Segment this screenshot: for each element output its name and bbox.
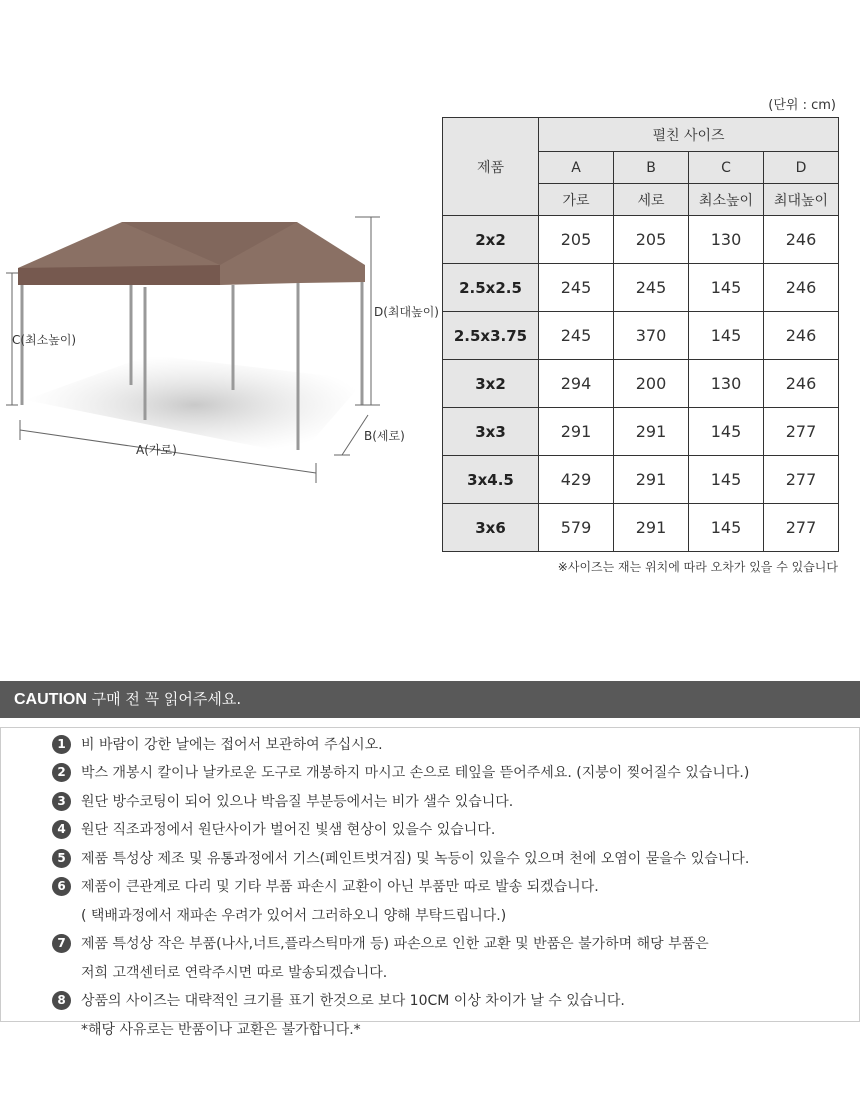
caution-text: 제품 특성상 제조 및 유통과정에서 기스(페인트벗겨짐) 및 녹등이 있을수 있으며 천에 오염이 묻을수 있습니다. [81, 851, 750, 867]
number-badge-icon: 1 [52, 735, 71, 754]
col-letter: D [764, 152, 839, 184]
caution-text: 제품 특성상 작은 부품(나사,너트,플라스틱마개 등) 파손으로 인한 교환 및 반품은 불가하며 해당 부품은 [81, 936, 709, 952]
product-cell: 3x6 [443, 504, 539, 552]
value-cell: 145 [689, 504, 764, 552]
value-cell: 205 [614, 216, 689, 264]
canopy-valance-front [18, 265, 220, 285]
col-name: 가로 [539, 184, 614, 216]
value-cell: 277 [764, 504, 839, 552]
number-badge-icon: 4 [52, 820, 71, 839]
number-badge-icon: 8 [52, 991, 71, 1010]
col-letter: C [689, 152, 764, 184]
caution-item [52, 762, 749, 782]
value-cell: 246 [764, 216, 839, 264]
unit-label: (단위 : cm) [768, 98, 836, 113]
caution-item [52, 734, 383, 754]
caution-title-en: CAUTION [14, 691, 87, 708]
table-row [443, 408, 839, 456]
canopy-valance-side [220, 265, 365, 285]
value-cell: 246 [764, 264, 839, 312]
number-badge-icon: 7 [52, 934, 71, 953]
table-row [443, 264, 839, 312]
value-cell: 205 [539, 216, 614, 264]
caution-item [52, 819, 495, 839]
product-cell: 2x2 [443, 216, 539, 264]
caution-item [52, 848, 749, 868]
product-cell: 2.5x2.5 [443, 264, 539, 312]
value-cell: 429 [539, 456, 614, 504]
number-badge-icon: 5 [52, 849, 71, 868]
caution-footnote: *해당 사유로는 반품이나 교환은 불가합니다.* [81, 1022, 361, 1038]
product-cell: 3x2 [443, 360, 539, 408]
value-cell: 245 [614, 264, 689, 312]
col-name: 최대높이 [764, 184, 839, 216]
tent-diagram [0, 205, 440, 495]
value-cell: 294 [539, 360, 614, 408]
table-row [443, 360, 839, 408]
value-cell: 145 [689, 408, 764, 456]
caution-text: 상품의 사이즈는 대략적인 크기를 표기 한것으로 보다 10CM 이상 차이가 날 수 있습니다. [81, 993, 625, 1009]
table-row [443, 504, 839, 552]
value-cell: 145 [689, 264, 764, 312]
caution-header [0, 681, 860, 718]
value-cell: 579 [539, 504, 614, 552]
value-cell: 291 [614, 504, 689, 552]
value-cell: 145 [689, 456, 764, 504]
value-cell: 130 [689, 216, 764, 264]
size-table [442, 117, 839, 552]
label-c: C(최소높이) [12, 333, 77, 347]
table-row [443, 312, 839, 360]
value-cell: 291 [614, 408, 689, 456]
value-cell: 200 [614, 360, 689, 408]
caution-text: 제품이 큰관계로 다리 및 기타 부품 파손시 교환이 아닌 부품만 따로 발송 되겠습니다. [81, 879, 599, 895]
label-a: A(가로) [136, 443, 177, 457]
label-b: B(세로) [364, 429, 405, 443]
value-cell: 145 [689, 312, 764, 360]
caution-text: 원단 직조과정에서 원단사이가 벌어진 빛샘 현상이 있을수 있습니다. [81, 822, 496, 838]
value-cell: 370 [614, 312, 689, 360]
caution-item [52, 990, 625, 1010]
number-badge-icon: 6 [52, 877, 71, 896]
product-cell: 3x4.5 [443, 456, 539, 504]
value-cell: 291 [539, 408, 614, 456]
product-cell: 3x3 [443, 408, 539, 456]
value-cell: 277 [764, 408, 839, 456]
value-cell: 246 [764, 312, 839, 360]
value-cell: 291 [614, 456, 689, 504]
col-letter: B [614, 152, 689, 184]
caution-text-cont: ( 택배과정에서 재파손 우려가 있어서 그러하오니 양해 부탁드립니다.) [81, 908, 507, 924]
number-badge-icon: 2 [52, 763, 71, 782]
table-row [443, 216, 839, 264]
caution-text: 박스 개봉시 칼이나 날카로운 도구로 개봉하지 마시고 손으로 테잎을 뜯어주세요. (지붕이 찢어질수 있습니다.) [81, 765, 750, 781]
table-row [443, 456, 839, 504]
col-letter: A [539, 152, 614, 184]
size-note: ※사이즈는 재는 위치에 따라 오차가 있을 수 있습니다 [557, 560, 838, 574]
product-header: 제품 [443, 118, 539, 216]
value-cell: 245 [539, 264, 614, 312]
col-name: 최소높이 [689, 184, 764, 216]
caution-item [52, 791, 513, 811]
product-cell: 2.5x3.75 [443, 312, 539, 360]
caution-text: 비 바람이 강한 날에는 접어서 보관하여 주십시오. [81, 737, 383, 753]
value-cell: 245 [539, 312, 614, 360]
caution-text-cont: 저희 고객센터로 연락주시면 따로 발송되겠습니다. [81, 965, 388, 981]
col-name: 세로 [614, 184, 689, 216]
label-d: D(최대높이) [374, 305, 439, 319]
caution-title-ko: 구매 전 꼭 읽어주세요. [91, 690, 242, 708]
caution-item [52, 876, 599, 896]
caution-item [52, 933, 709, 953]
value-cell: 130 [689, 360, 764, 408]
caution-text: 원단 방수코팅이 되어 있으나 박음질 부분등에서는 비가 샐수 있습니다. [81, 794, 514, 810]
value-cell: 277 [764, 456, 839, 504]
spread-size-header: 펼친 사이즈 [539, 118, 839, 152]
ground-shadow [25, 355, 365, 455]
number-badge-icon: 3 [52, 792, 71, 811]
value-cell: 246 [764, 360, 839, 408]
